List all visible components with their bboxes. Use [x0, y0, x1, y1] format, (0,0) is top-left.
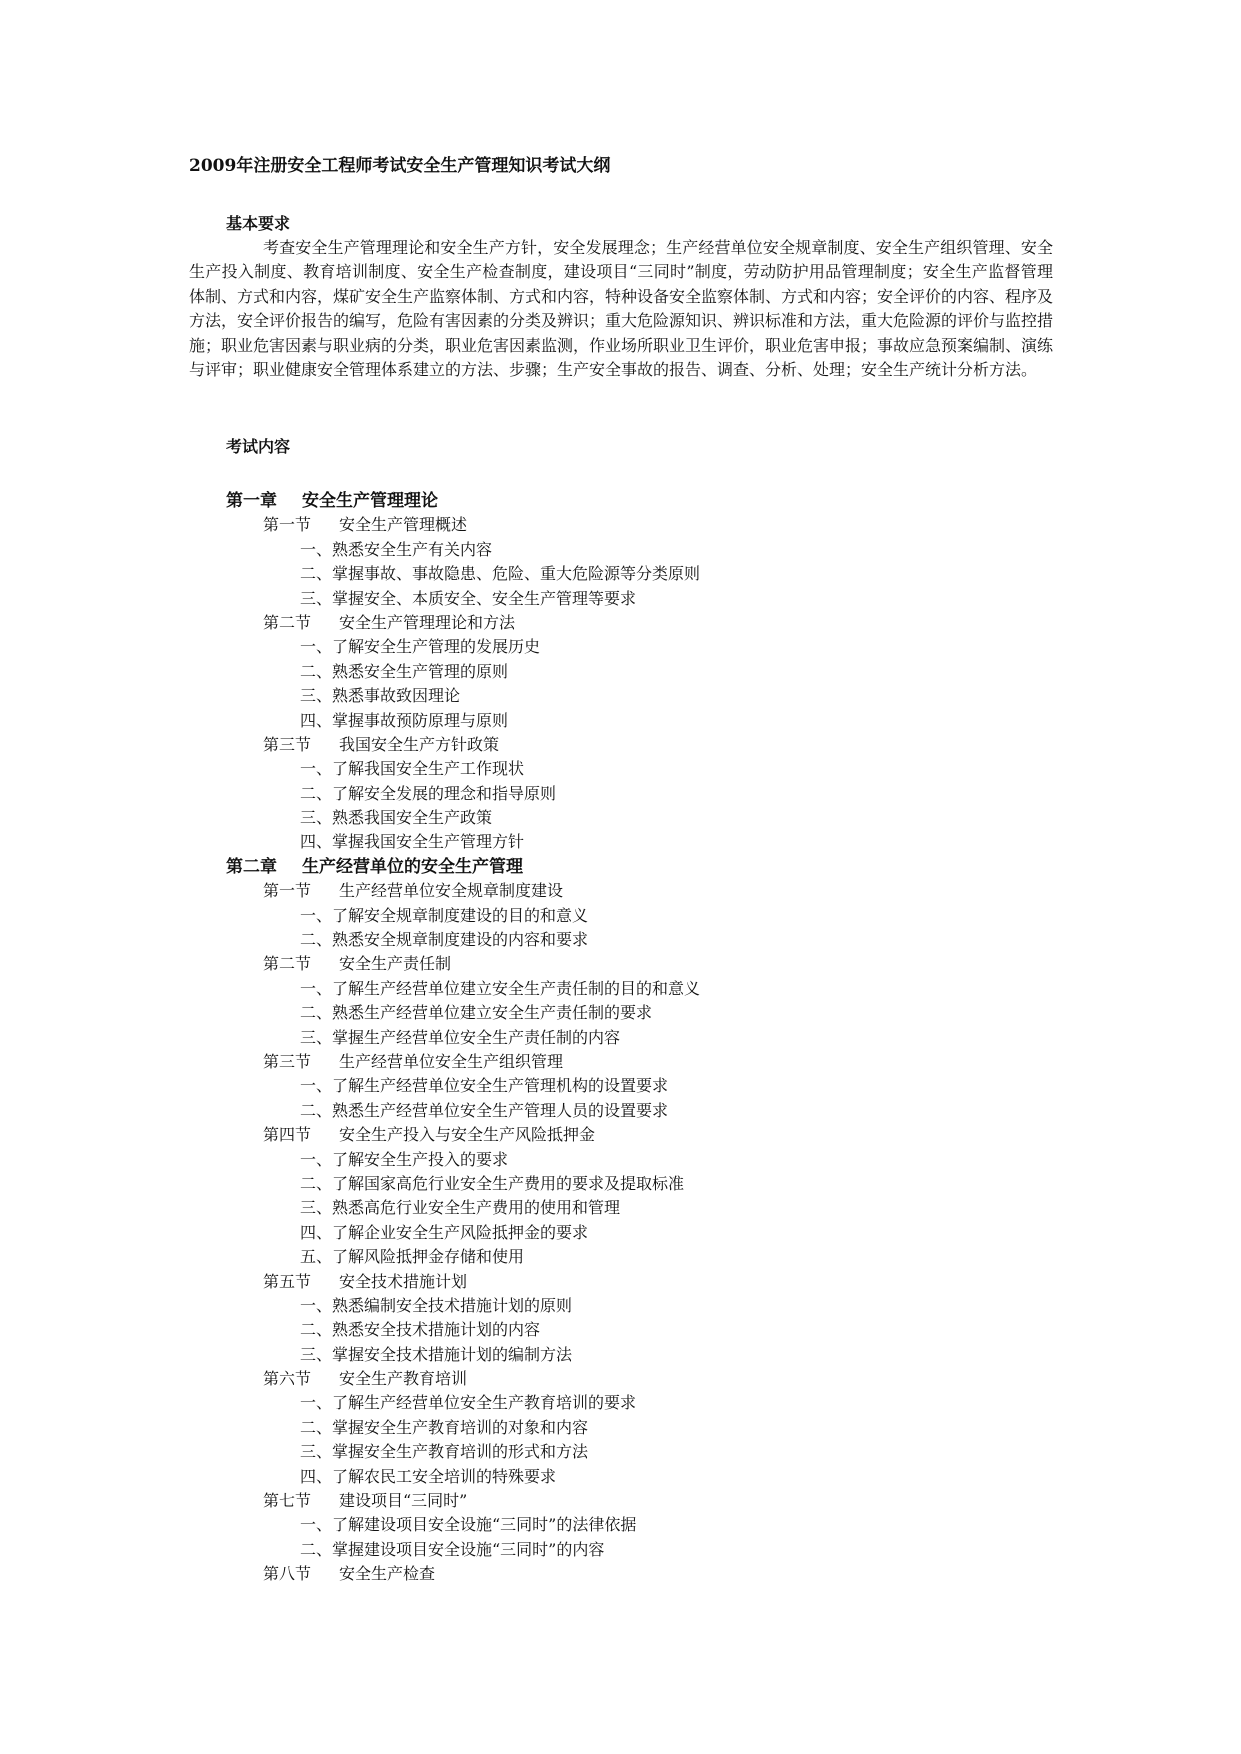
item-title: 二、了解安全发展的理念和指导原则 [300, 783, 557, 803]
outline-chapter [0, 855, 1241, 879]
section-title: 我国安全生产方针政策 [339, 734, 500, 754]
outline-section [0, 952, 1241, 976]
outline-section [0, 513, 1241, 537]
item-title: 四、了解企业安全生产风险抵押金的要求 [300, 1222, 589, 1242]
outline-chapter [0, 489, 1241, 513]
section-title: 安全生产检查 [339, 1564, 436, 1584]
outline-item [0, 1465, 1241, 1489]
item-title: 四、掌握事故预防原理与原则 [300, 710, 509, 730]
item-title: 二、掌握建设项目安全设施“三同时”的内容 [300, 1539, 605, 1559]
outline-item [0, 1148, 1241, 1172]
item-title: 四、掌握我国安全生产管理方针 [300, 832, 525, 852]
item-title: 四、了解农民工安全培训的特殊要求 [300, 1466, 557, 1486]
outline-item [0, 1440, 1241, 1464]
outline-item [0, 1416, 1241, 1440]
section-number: 第四节 [263, 1125, 312, 1145]
section-number: 第六节 [263, 1369, 312, 1389]
section-number: 第七节 [263, 1491, 312, 1511]
item-title: 三、掌握安全、本质安全、安全生产管理等要求 [300, 588, 637, 608]
section-title: 安全生产管理理论和方法 [339, 612, 516, 632]
item-title: 一、了解生产经营单位安全生产教育培训的要求 [300, 1393, 637, 1413]
item-title: 二、了解国家高危行业安全生产费用的要求及提取标准 [300, 1173, 685, 1193]
outline-section [0, 1367, 1241, 1391]
outline-item [0, 1391, 1241, 1415]
item-title: 三、熟悉我国安全生产政策 [300, 808, 493, 828]
outline-section [0, 879, 1241, 903]
chapter-number: 第一章 [226, 491, 277, 511]
item-title: 五、了解风险抵押金存储和使用 [300, 1247, 525, 1267]
item-title: 三、熟悉事故致因理论 [300, 686, 461, 706]
document-title: 2009年注册安全工程师考试安全生产管理知识考试大纲 [189, 156, 611, 176]
section-number: 第八节 [263, 1564, 312, 1584]
section-number: 第三节 [263, 1051, 312, 1071]
outline-item [0, 709, 1241, 733]
item-title: 三、掌握安全生产教育培训的形式和方法 [300, 1442, 589, 1462]
section-number: 第三节 [263, 734, 312, 754]
item-title: 一、了解生产经营单位建立安全生产责任制的目的和意义 [300, 978, 701, 998]
basic-requirements-heading: 基本要求 [226, 214, 291, 233]
item-title: 二、掌握安全生产教育培训的对象和内容 [300, 1417, 589, 1437]
outline-item [0, 1196, 1241, 1220]
item-title: 三、掌握安全技术措施计划的编制方法 [300, 1344, 573, 1364]
section-title: 建设项目“三同时” [339, 1491, 468, 1511]
outline-item [0, 1001, 1241, 1025]
outline-item [0, 1343, 1241, 1367]
outline-section [0, 1489, 1241, 1513]
outline-section [0, 1050, 1241, 1074]
section-number: 第一节 [263, 881, 312, 901]
section-title: 生产经营单位安全生产组织管理 [339, 1051, 564, 1071]
section-title: 生产经营单位安全规章制度建设 [339, 881, 564, 901]
outline-item [0, 635, 1241, 659]
section-number: 第二节 [263, 612, 312, 632]
outline-item [0, 1172, 1241, 1196]
item-title: 二、熟悉安全规章制度建设的内容和要求 [300, 930, 589, 950]
exam-outline [0, 489, 1241, 1587]
outline-item [0, 928, 1241, 952]
basic-requirements-text: 考查安全生产管理理论和安全生产方针，安全发展理念；生产经营单位安全规章制度、安全生产组织管理、安全生产投入制度、教育培训制度、安全生产检查制度，建设项目“三同时”制度，劳动防护用品管理制度；安全生产监督管理体制、方式和内容，煤矿安全生产监察体制、方式和内容，特种设备安全监察体制、方式和内容；安全评价的内容、程序及方法，安全评价报告的编写，危险有害因素的分类及辨识；重大危险源知识、辨识标准和方法，重大危险源的评价与监控措施；职业危害因素与职业病的分类，职业危害因素监测，作业场所职业卫生评价，职业危害申报；事故应急预案编制、演练与评审；职业健康安全管理体系建立的方法、步骤；生产安全事故的报告、调查、分析、处理；安全生产统计分析方法。 [189, 238, 1054, 380]
item-title: 二、熟悉生产经营单位建立安全生产责任制的要求 [300, 1003, 653, 1023]
outline-item [0, 1074, 1241, 1098]
outline-item [0, 782, 1241, 806]
outline-item [0, 1099, 1241, 1123]
outline-item [0, 660, 1241, 684]
item-title: 一、了解生产经营单位安全生产管理机构的设置要求 [300, 1076, 669, 1096]
outline-item [0, 830, 1241, 854]
section-number: 第五节 [263, 1271, 312, 1291]
item-title: 一、了解建设项目安全设施“三同时”的法律依据 [300, 1515, 637, 1535]
section-title: 安全生产教育培训 [339, 1369, 468, 1389]
outline-section [0, 1562, 1241, 1586]
outline-item [0, 538, 1241, 562]
item-title: 二、熟悉生产经营单位安全生产管理人员的设置要求 [300, 1100, 669, 1120]
item-title: 一、熟悉安全生产有关内容 [300, 539, 493, 559]
outline-item [0, 562, 1241, 586]
section-number: 第二节 [263, 954, 312, 974]
section-number: 第一节 [263, 515, 312, 535]
outline-item [0, 1026, 1241, 1050]
outline-section [0, 1123, 1241, 1147]
outline-item [0, 684, 1241, 708]
item-title: 三、掌握生产经营单位安全生产责任制的内容 [300, 1027, 621, 1047]
item-title: 一、了解安全生产管理的发展历史 [300, 637, 541, 657]
section-title: 安全生产管理概述 [339, 515, 468, 535]
item-title: 二、熟悉安全技术措施计划的内容 [300, 1320, 541, 1340]
chapter-number: 第二章 [226, 856, 277, 877]
outline-item [0, 977, 1241, 1001]
item-title: 一、了解我国安全生产工作现状 [300, 759, 525, 779]
item-title: 二、掌握事故、事故隐患、危险、重大危险源等分类原则 [300, 564, 701, 584]
outline-item [0, 904, 1241, 928]
section-title: 安全生产责任制 [339, 954, 452, 974]
section-title: 安全技术措施计划 [339, 1271, 468, 1291]
outline-section [0, 1270, 1241, 1294]
outline-item [0, 1294, 1241, 1318]
outline-item [0, 1318, 1241, 1342]
outline-section [0, 733, 1241, 757]
outline-item [0, 1513, 1241, 1537]
section-title: 安全生产投入与安全生产风险抵押金 [339, 1125, 596, 1145]
outline-item [0, 757, 1241, 781]
outline-item [0, 587, 1241, 611]
outline-item [0, 1221, 1241, 1245]
item-title: 三、熟悉高危行业安全生产费用的使用和管理 [300, 1198, 621, 1218]
outline-item [0, 1538, 1241, 1562]
item-title: 二、熟悉安全生产管理的原则 [300, 661, 509, 681]
chapter-title: 生产经营单位的安全生产管理 [302, 856, 523, 877]
outline-item [0, 1245, 1241, 1269]
item-title: 一、熟悉编制安全技术措施计划的原则 [300, 1295, 573, 1315]
exam-content-heading: 考试内容 [226, 437, 291, 456]
item-title: 一、了解安全生产投入的要求 [300, 1149, 509, 1169]
item-title: 一、了解安全规章制度建设的目的和意义 [300, 905, 589, 925]
outline-section [0, 611, 1241, 635]
chapter-title: 安全生产管理理论 [302, 491, 438, 511]
outline-item [0, 806, 1241, 830]
